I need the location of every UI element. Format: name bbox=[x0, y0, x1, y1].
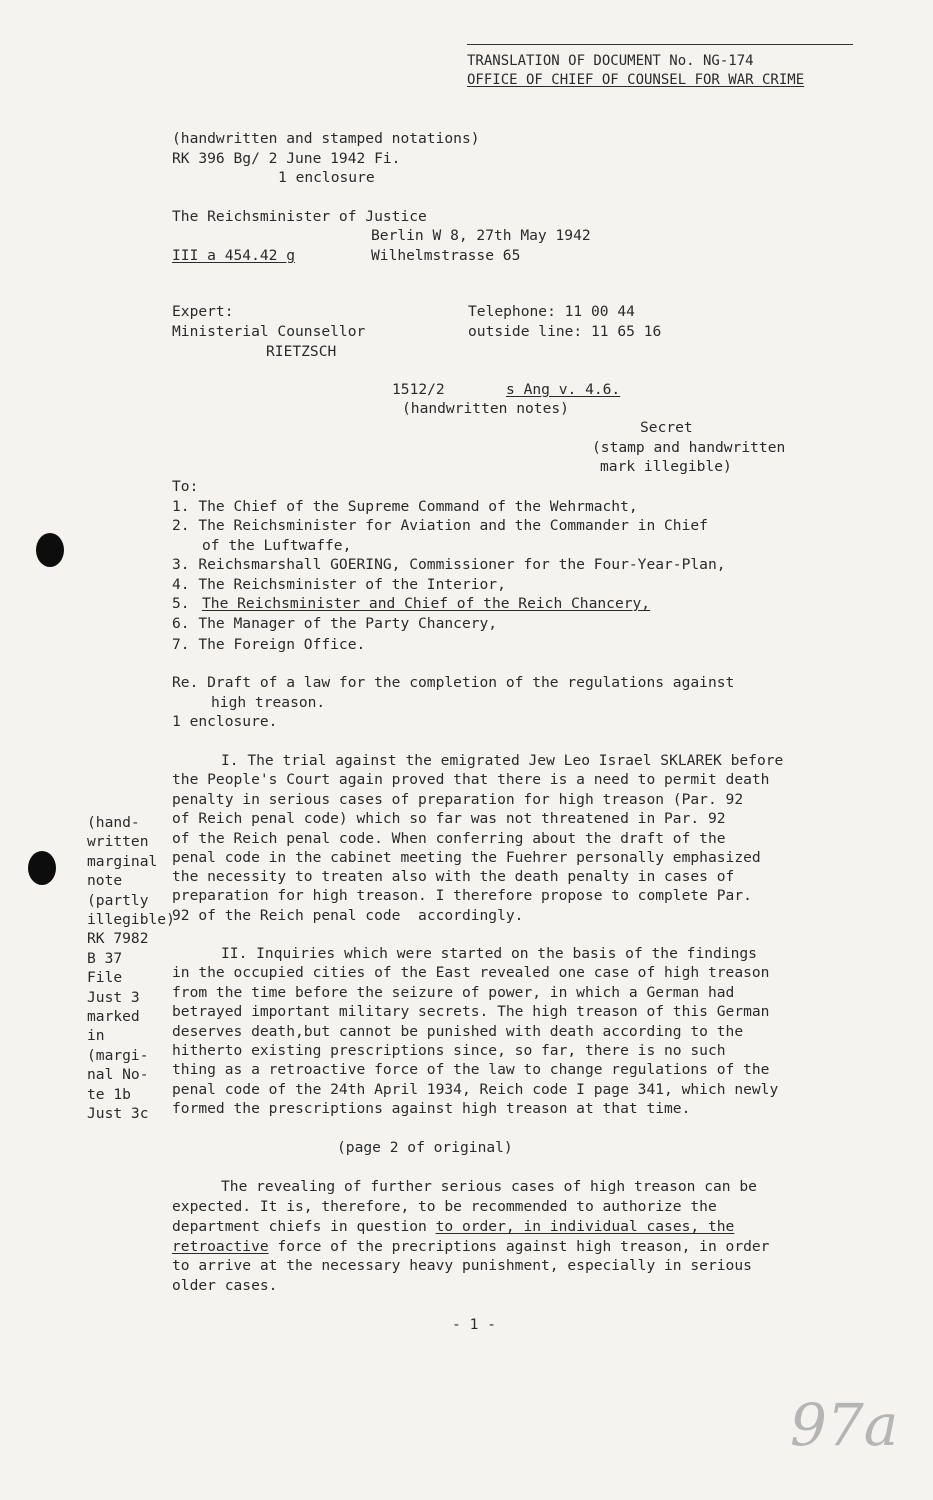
para3-line-3-text: department chiefs in question bbox=[172, 1218, 436, 1235]
margin-note bbox=[87, 813, 175, 1124]
para2-line-8: penal code of the 24th April 1934, Reich code I page 341, which newly bbox=[172, 1081, 779, 1098]
margin-note-line: (margi- bbox=[87, 1046, 149, 1064]
para3-line-5: to arrive at the necessary heavy punishment, especially in serious bbox=[172, 1257, 752, 1274]
margin-note-line: marginal bbox=[87, 852, 158, 870]
para2-line-3: from the time before the seizure of power, in which a German had bbox=[172, 984, 735, 1001]
margin-note-line: B 37 bbox=[87, 949, 123, 967]
recipient-6: 6. The Manager of the Party Chancery, bbox=[172, 615, 498, 632]
margin-note-line: in bbox=[87, 1027, 105, 1045]
para1-line-9: 92 of the Reich penal code accordingly. bbox=[172, 907, 524, 924]
recipient-4: 4. The Reichsminister of the Interior, bbox=[172, 576, 506, 593]
para2-line-7: thing as a retroactive force of the law to change regulations of the bbox=[172, 1061, 770, 1078]
handwritten-folio-number-text: 97a bbox=[790, 1391, 899, 1459]
margin-note-line: File bbox=[87, 969, 123, 987]
para3-line-6: older cases. bbox=[172, 1277, 278, 1294]
recipient-3: 3. Reichsmarshall GOERING, Commissioner for the Four-Year-Plan, bbox=[172, 556, 726, 573]
telephone: Telephone: 11 00 44 bbox=[468, 303, 635, 320]
para2-line-5: deserves death,but cannot be punished with death according to the bbox=[172, 1023, 744, 1040]
notation-line-3: 1 enclosure bbox=[278, 169, 375, 186]
para2-line-9: formed the prescriptions against high treason at that time. bbox=[172, 1100, 691, 1117]
para1-line-6: penal code in the cabinet meeting the Fuehrer personally emphasized bbox=[172, 849, 761, 866]
para1-line-2: the People's Court again proved that there is a need to permit death bbox=[172, 771, 770, 788]
header-top-rule bbox=[467, 44, 853, 45]
para2-line-6: hitherto existing prescriptions since, so far, there is no such bbox=[172, 1042, 726, 1059]
handwritten-folio-number bbox=[790, 1390, 898, 1460]
page-number: - 1 - bbox=[452, 1316, 496, 1333]
secret-label: Secret bbox=[640, 419, 693, 436]
para3-line-2: expected. It is, therefore, to be recommended to authorize the bbox=[172, 1198, 717, 1215]
para2-line-4: betrayed important military secrets. The high treason of this German bbox=[172, 1003, 770, 1020]
ref-note: s Ang v. 4.6. bbox=[506, 381, 621, 398]
recipient-5-number: 5. bbox=[172, 595, 190, 612]
recipient-7: 7. The Foreign Office. bbox=[172, 636, 366, 653]
outside-line: outside line: 11 65 16 bbox=[468, 323, 662, 340]
recipient-2: 2. The Reichsminister for Aviation and the Commander in Chief bbox=[172, 517, 708, 534]
para2-line-2: in the occupied cities of the East revealed one case of high treason bbox=[172, 964, 770, 981]
sender-address: Wilhelmstrasse 65 bbox=[371, 247, 521, 264]
recipient-1: 1. The Chief of the Supreme Command of the Wehrmacht, bbox=[172, 498, 638, 515]
para1-line-7: the necessity to treaten also with the death penalty in cases of bbox=[172, 868, 735, 885]
subject-line-3: 1 enclosure. bbox=[172, 713, 278, 730]
para3-line-4 bbox=[172, 1237, 769, 1256]
para1-line-5: of the Reich penal code. When conferring about the draft of the bbox=[172, 830, 726, 847]
sender-reference: III a 454.42 g bbox=[172, 247, 296, 264]
margin-note-line: marked bbox=[87, 1008, 140, 1026]
to-label: To: bbox=[172, 478, 199, 495]
ref-number: 1512/2 bbox=[392, 381, 445, 398]
page-marker: (page 2 of original) bbox=[337, 1139, 513, 1156]
expert-label: Expert: bbox=[172, 303, 234, 320]
margin-note-line: Just 3 bbox=[87, 988, 140, 1006]
margin-note-line: illegible) bbox=[87, 911, 175, 929]
sender-name: The Reichsminister of Justice bbox=[172, 208, 427, 225]
para3-line-3 bbox=[172, 1217, 734, 1236]
expert-name: RIETZSCH bbox=[266, 343, 337, 360]
recipient-2-cont: of the Luftwaffe, bbox=[202, 537, 352, 554]
punch-hole-top bbox=[36, 533, 64, 567]
punch-hole-bottom bbox=[28, 851, 56, 885]
expert-title: Ministerial Counsellor bbox=[172, 323, 366, 340]
para1-line-4: of Reich penal code) which so far was not threatened in Par. 92 bbox=[172, 810, 726, 827]
margin-note-line: note bbox=[87, 872, 123, 890]
para3-line-1: The revealing of further serious cases of high treason can be bbox=[221, 1178, 757, 1195]
para3-line-4-text: force of the precriptions against high treason, in order bbox=[268, 1238, 770, 1255]
header-translation-title: TRANSLATION OF DOCUMENT No. NG-174 bbox=[467, 53, 754, 69]
para2-line-1: II. Inquiries which were started on the basis of the findings bbox=[221, 945, 757, 962]
para3-underlined-text: to order, in individual cases, the bbox=[435, 1218, 735, 1235]
notation-line-1: (handwritten and stamped notations) bbox=[172, 130, 480, 147]
margin-note-line: (hand- bbox=[87, 814, 140, 831]
margin-note-line: RK 7982 bbox=[87, 930, 149, 948]
ref-handwritten-notes: (handwritten notes) bbox=[402, 400, 569, 417]
notation-line-2: RK 396 Bg/ 2 June 1942 Fi. bbox=[172, 150, 401, 167]
para3-underlined-retroactive: retroactive bbox=[172, 1238, 269, 1255]
margin-note-line: (partly bbox=[87, 891, 149, 909]
para1-line-8: preparation for high treason. I therefore propose to complete Par. bbox=[172, 887, 752, 904]
sender-place-date: Berlin W 8, 27th May 1942 bbox=[371, 227, 591, 244]
margin-note-line: te 1b bbox=[87, 1085, 131, 1103]
margin-note-line: Just 3c bbox=[87, 1105, 149, 1123]
margin-note-line: written bbox=[87, 833, 149, 851]
subject-line-2: high treason. bbox=[211, 694, 326, 711]
para1-line-1: I. The trial against the emigrated Jew Leo Israel SKLAREK before bbox=[221, 752, 784, 769]
subject-line-1: Re. Draft of a law for the completion of the regulations against bbox=[172, 674, 735, 691]
recipient-5: The Reichsminister and Chief of the Reich Chancery, bbox=[202, 595, 651, 612]
secret-note-2: mark illegible) bbox=[600, 458, 732, 475]
header-office-title: OFFICE OF CHIEF OF COUNSEL FOR WAR CRIME bbox=[467, 72, 805, 88]
margin-note-line: nal No- bbox=[87, 1066, 149, 1084]
secret-note-1: (stamp and handwritten bbox=[592, 439, 786, 456]
para1-line-3: penalty in serious cases of preparation for high treason (Par. 92 bbox=[172, 791, 744, 808]
